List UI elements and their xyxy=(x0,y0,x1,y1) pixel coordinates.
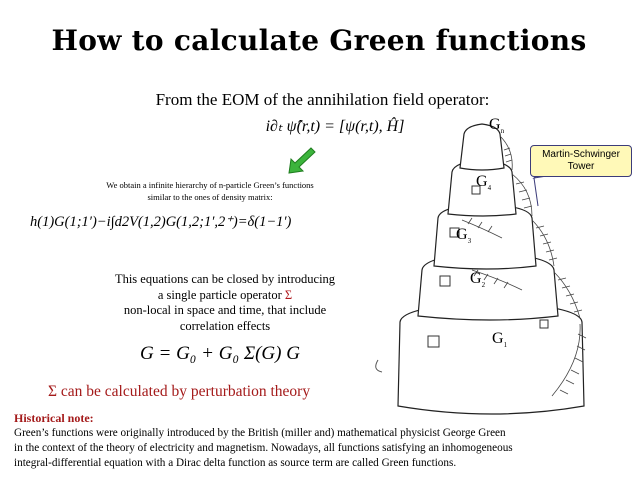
tower-label-g1-sub: 1 xyxy=(503,341,508,350)
callout-line-1: Martin-Schwinger xyxy=(542,149,620,160)
dyson-equation: G = G₀ + G₀ Σ(G) G xyxy=(140,343,300,364)
tower-label-g4 xyxy=(476,173,491,192)
tower-label-g4-name: G xyxy=(476,173,488,190)
hierarchy-text xyxy=(60,179,360,203)
subtitle: From the EOM of the annihilation field operator: xyxy=(155,90,490,109)
sigma-symbol: Σ xyxy=(284,287,293,302)
closure-line-3: non-local in space and time, that include xyxy=(123,303,327,317)
tower-label-g2-name: G xyxy=(470,270,482,287)
eom-equation: i∂ₜ ψ̂(r,t) = [ψ(r,t), Ĥ] xyxy=(265,118,405,135)
tower-label-g3-sub: 3 xyxy=(467,237,472,246)
page-title: How to calculate Green functions xyxy=(51,24,587,57)
tower-label-g2-sub: 2 xyxy=(481,281,486,290)
historical-note-heading: Historical note: xyxy=(14,411,94,425)
historical-note-line-3: integral-differential equation with a Dirac delta function as source term are called Green functions. xyxy=(14,457,457,469)
martin-schwinger-callout xyxy=(530,145,632,177)
green-down-left-arrow-icon xyxy=(285,145,317,177)
tower-label-gn-name: G xyxy=(489,116,501,133)
tower-label-g3-name: G xyxy=(456,226,468,243)
historical-note-body xyxy=(14,426,634,471)
closure-line-2 xyxy=(60,288,390,304)
hierarchy-line-1: We obtain a infinite hierarchy of n-particle Green’s functions xyxy=(106,180,314,190)
closure-line-2-text: a single particle operator xyxy=(157,287,285,302)
hierarchy-equation: h(1)G(1;1′)−i∫d2V(1,2)G(1,2;1′,2⁺)=δ(1−1′) xyxy=(30,214,292,230)
tower-label-g1-name: G xyxy=(492,330,504,347)
tower-label-g4-sub: 4 xyxy=(487,184,492,193)
tower-label-gn xyxy=(489,116,504,135)
tower-label-gn-sub: n xyxy=(500,127,505,136)
closure-text xyxy=(60,272,390,334)
tower-label-g1 xyxy=(492,330,507,349)
historical-note-line-2: in the context of the theory of electricity and magnetism. Nowadays, all functions satisfying an inhomogeneous xyxy=(14,442,513,454)
callout-line-2: Tower xyxy=(567,161,595,172)
closure-line-4: correlation effects xyxy=(179,318,271,333)
perturbation-note: Σ can be calculated by perturbation theory xyxy=(48,383,311,400)
tower-label-g2 xyxy=(470,270,485,289)
closure-line-1: This equations can be closed by introducing xyxy=(114,272,336,286)
tower-label-g3 xyxy=(456,226,471,245)
hierarchy-line-2: similar to the ones of density matrix: xyxy=(147,192,273,202)
historical-note-line-1: Green’s functions were originally introduced by the British (miller and) mathematical physicist George Green xyxy=(14,427,506,439)
